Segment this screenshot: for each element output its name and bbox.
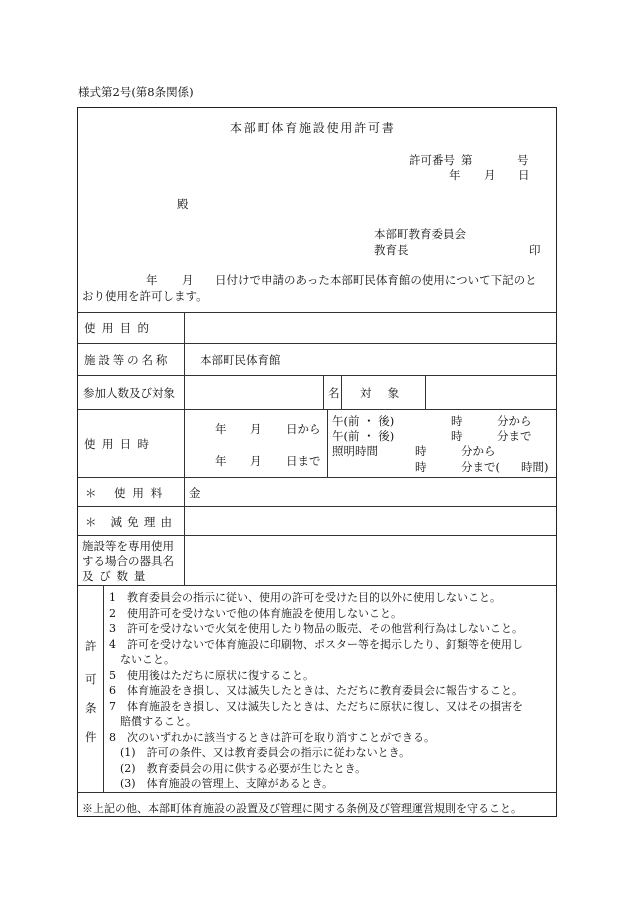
participants-unit: 名 (328, 386, 340, 400)
condition-item: 2 使用許可を受けないで他の体育施設を使用しないこと。 (109, 606, 402, 620)
participants-label: 参加人数及び対象 (83, 386, 175, 400)
row-divider (78, 312, 556, 313)
row-divider (78, 792, 556, 793)
condition-item: 1 教育委員会の指示に従い、使用の許可を受けた目的以外に使用しないこと。 (109, 591, 501, 604)
condition-item: 7 体育施設をき損し、又は滅失したときは、ただちに原状に復し、又はその損害を (109, 699, 523, 713)
reduction-label: ＊ 減免理由 (85, 515, 178, 529)
row-divider (78, 375, 556, 376)
target-label: 対象 (360, 386, 416, 400)
col-divider (327, 409, 328, 477)
condition-item: ないこと。 (109, 653, 175, 666)
row-divider (78, 585, 556, 586)
condition-item: 5 使用後はただちに原状に復すること。 (109, 668, 314, 682)
condition-item: 8 次のいずれかに該当するときは許可を取り消すことができる。 (109, 730, 435, 744)
row-divider (78, 506, 556, 507)
date-from-day: 日から (286, 422, 321, 436)
seal-mark: 印 (529, 243, 541, 257)
date-year: 年 (449, 168, 461, 182)
row-divider (78, 343, 556, 344)
date-to-year: 年 (215, 454, 227, 468)
condition-item: (2) 教育委員会の用に供する必要が生じたとき。 (109, 761, 367, 775)
row-divider (78, 535, 556, 536)
conditions-label-divider (103, 585, 104, 792)
conditions-label-char: 件 (85, 730, 97, 744)
equipment-label-2: する場合の器具名 (82, 554, 174, 568)
lighting-to-hour: 時 (415, 460, 427, 474)
addressee-suffix: 殿 (177, 197, 189, 211)
lighting-from-hour: 時 (415, 444, 427, 458)
condition-item: 6 体育施設をき損し、又は滅失したときは、ただちに教育委員会に報告すること。 (109, 684, 523, 697)
time-to-hour: 時 (451, 429, 463, 443)
lighting-to-minute: 分まで( (461, 460, 500, 474)
label-column-divider (184, 312, 185, 585)
time-from-ampm: 午(前 ・ 後) (332, 414, 395, 428)
fee-value: 金 (189, 486, 201, 500)
date-from-month: 月 (250, 422, 262, 436)
row-divider (78, 477, 556, 478)
condition-item: 4 許可を受けないで体育施設に印刷物、ポスター等を掲示したり、釘類等を使用し (109, 637, 523, 651)
condition-item: (1) 許可の条件、又は教育委員会の指示に従わないとき。 (109, 746, 411, 759)
intro-text-2: おり使用を許可します。 (82, 289, 208, 303)
date-month: 月 (484, 168, 496, 182)
footer-note: ※上記の他、本部町体育施設の設置及び管理に関する条例及び管理運営規則を守ること。 (82, 802, 522, 815)
issuer-org: 本部町教育委員会 (374, 227, 466, 241)
time-to-ampm: 午(前 ・ 後) (332, 429, 395, 443)
lighting-label: 照明時間 (332, 444, 378, 458)
form-number: 様式第2号(第8条関係) (78, 85, 194, 99)
conditions-label-char: 許 (85, 639, 97, 653)
time-to-minute: 分まで (497, 429, 532, 443)
col-divider (341, 375, 342, 409)
fee-label: ＊ 使用料 (85, 486, 170, 500)
condition-item: 賠償すること。 (109, 715, 197, 728)
intro-year: 年 (146, 273, 158, 287)
permit-number-dai: 第 (461, 153, 473, 167)
date-day: 日 (518, 168, 530, 182)
condition-item: 3 許可を受けないで火気を使用したり物品の販売、その他営利行為はしないこと。 (109, 622, 523, 635)
purpose-label: 使用目的 (84, 321, 156, 335)
lighting-from-minute: 分から (461, 444, 496, 458)
facility-label: 施設等の名称 (84, 353, 171, 367)
permit-number-label: 許可番号 (409, 153, 455, 167)
equipment-label-3: 及び数量 (82, 569, 151, 583)
time-from-minute: 分から (497, 414, 532, 428)
issuer-title: 教育長 (374, 243, 409, 257)
date-to-month: 月 (250, 454, 262, 468)
row-divider (78, 409, 556, 410)
permit-form (77, 107, 557, 817)
facility-value: 本部町民体育館 (200, 353, 281, 367)
intro-text-1: 日付けで申請のあった本部町民体育館の使用について下記のと (215, 273, 537, 287)
date-from-year: 年 (215, 422, 227, 436)
time-from-hour: 時 (451, 414, 463, 428)
equipment-label-1: 施設等を専用使用 (82, 539, 174, 553)
intro-month: 月 (182, 273, 194, 287)
condition-item: (3) 体育施設の管理上、支障があるとき。 (109, 777, 334, 790)
date-to-day: 日まで (286, 454, 321, 468)
permit-number-go: 号 (517, 153, 529, 167)
col-divider (323, 375, 324, 409)
conditions-label-char: 可 (85, 672, 97, 686)
document-title: 本部町体育施設使用許可書 (230, 121, 396, 135)
conditions-label-char: 条 (85, 701, 97, 715)
col-divider (425, 375, 426, 409)
datetime-label: 使用日時 (84, 437, 156, 451)
lighting-total-hours: 時間) (521, 460, 549, 474)
